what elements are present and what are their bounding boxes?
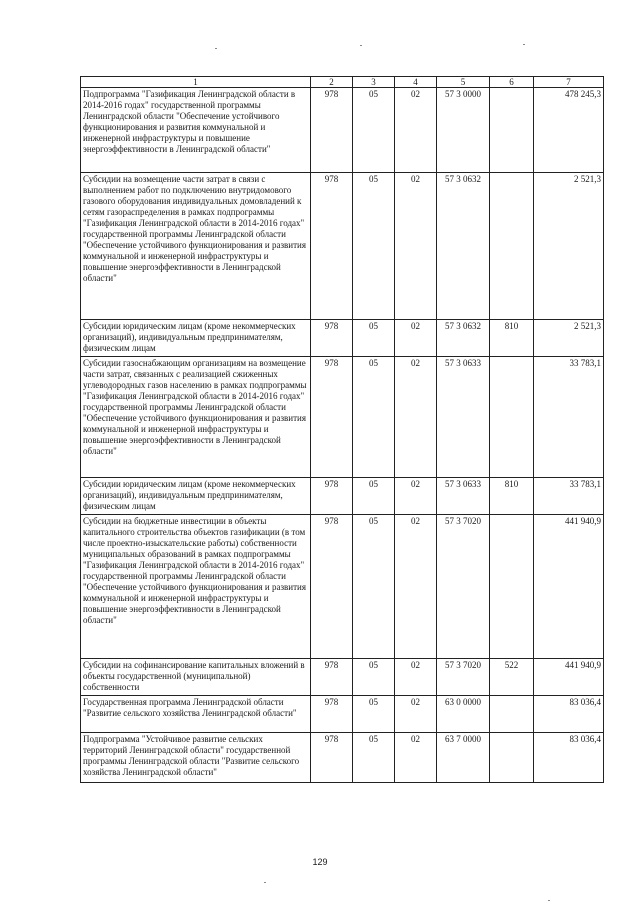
- table-row: [81, 515, 604, 659]
- header-col-2: 2: [311, 77, 353, 88]
- row-expense-type: [490, 173, 534, 320]
- table-row: [81, 696, 604, 733]
- header-col-3: 3: [353, 77, 395, 88]
- row-expense-type: 810: [490, 478, 534, 515]
- row-subsection: 02: [395, 515, 437, 659]
- header-row: [81, 77, 604, 88]
- row-section: 05: [353, 320, 395, 357]
- row-expense-type: [490, 733, 534, 783]
- row-grbs: 978: [311, 357, 353, 478]
- row-grbs: 978: [311, 733, 353, 783]
- row-name: Субсидии на бюджетные инвестиции в объекты капитального строительства объектов газификации (в том числе проектно-изыскательские работы) собственности муниципальных образований в рамках подпрограммы "Газификация Ленинградской области в 2014-2016 годах" государственной программы Ленинградской области "Обеспечение устойчивого функционирования и развития коммунальной и инженерной инфраструктуры и повышение энергоэффективности в Ленинградской области": [81, 515, 311, 659]
- row-sum: 478 245,3: [534, 88, 604, 173]
- row-section: 05: [353, 515, 395, 659]
- row-expense-type: 810: [490, 320, 534, 357]
- row-name: Субсидии юридическим лицам (кроме некоммерческих организаций), индивидуальным предпринимателям, физическим лицам: [81, 320, 311, 357]
- page-number: 129: [312, 857, 328, 867]
- row-target-article: 63 0 0000: [437, 696, 490, 733]
- scan-speck: [360, 45, 362, 46]
- table-row: [81, 173, 604, 320]
- row-section: 05: [353, 173, 395, 320]
- row-subsection: 02: [395, 357, 437, 478]
- row-sum: 83 036,4: [534, 733, 604, 783]
- row-target-article: 57 3 7020: [437, 659, 490, 696]
- row-sum: 83 036,4: [534, 696, 604, 733]
- row-expense-type: [490, 696, 534, 733]
- row-section: 05: [353, 659, 395, 696]
- row-grbs: 978: [311, 659, 353, 696]
- row-grbs: 978: [311, 478, 353, 515]
- scan-speck: [264, 882, 266, 883]
- header-col-5: 5: [437, 77, 490, 88]
- row-target-article: 57 3 0000: [437, 88, 490, 173]
- header-col-4: 4: [395, 77, 437, 88]
- table-row: [81, 733, 604, 783]
- row-target-article: 57 3 0632: [437, 320, 490, 357]
- row-subsection: 02: [395, 320, 437, 357]
- row-section: 05: [353, 696, 395, 733]
- row-grbs: 978: [311, 173, 353, 320]
- row-section: 05: [353, 478, 395, 515]
- row-section: 05: [353, 88, 395, 173]
- row-expense-type: 522: [490, 659, 534, 696]
- row-grbs: 978: [311, 515, 353, 659]
- row-name: Подпрограмма "Газификация Ленинградской области в 2014-2016 годах" государственной программы Ленинградской области "Обеспечение устойчивого функционирования и развития коммунальной и инженерной инфраструктуры и повышение энергоэффективности в Ленинградской области": [81, 88, 311, 173]
- row-section: 05: [353, 733, 395, 783]
- row-grbs: 978: [311, 696, 353, 733]
- row-sum: 2 521,3: [534, 320, 604, 357]
- row-section: 05: [353, 357, 395, 478]
- row-subsection: 02: [395, 173, 437, 320]
- row-sum: 33 783,1: [534, 357, 604, 478]
- scan-speck: [548, 900, 550, 901]
- row-name: Государственная программа Ленинградской области "Развитие сельского хозяйства Ленинградской области": [81, 696, 311, 733]
- row-expense-type: [490, 357, 534, 478]
- row-target-article: 57 3 0633: [437, 357, 490, 478]
- table-row: [81, 357, 604, 478]
- row-name: Субсидии на софинансирование капитальных вложений в объекты государственной (муниципальной) собственности: [81, 659, 311, 696]
- row-sum: 441 940,9: [534, 515, 604, 659]
- header-col-6: 6: [490, 77, 534, 88]
- row-target-article: 63 7 0000: [437, 733, 490, 783]
- budget-table: [80, 76, 604, 783]
- row-grbs: 978: [311, 88, 353, 173]
- row-name: Подпрограмма "Устойчивое развитие сельских территорий Ленинградской области" государственной программы Ленинградской области "Развитие сельского хозяйства Ленинградской области": [81, 733, 311, 783]
- row-name: Субсидии на возмещение части затрат в связи с выполнением работ по подключению внутридомового газового оборудования индивидуальных домовладений к сетям газораспределения в рамках подпрограммы "Газификация Ленинградской области в 2014-2016 годах" государственной программы Ленинградской области "Обеспечение устойчивого функционирования и развития коммунальной и инженерной инфраструктуры и повышение энергоэффективности в Ленинградской области": [81, 173, 311, 320]
- row-name: Субсидии юридическим лицам (кроме некоммерческих организаций), индивидуальным предпринимателям, физическим лицам: [81, 478, 311, 515]
- table-row: [81, 659, 604, 696]
- row-expense-type: [490, 88, 534, 173]
- header-col-7: 7: [534, 77, 604, 88]
- row-sum: 441 940,9: [534, 659, 604, 696]
- table-row: [81, 320, 604, 357]
- row-target-article: 57 3 7020: [437, 515, 490, 659]
- row-target-article: 57 3 0633: [437, 478, 490, 515]
- row-subsection: 02: [395, 733, 437, 783]
- row-subsection: 02: [395, 478, 437, 515]
- row-name: Субсидии газоснабжающим организациям на возмещение части затрат, связанных с реализацией сжиженных углеводородных газов населению в рамках подпрограммы "Газификация Ленинградской области в 2014-2016 годах" государственной программы Ленинградской области "Обеспечение устойчивого функционирования и развития коммунальной и инженерной инфраструктуры и повышение энергоэффективности в Ленинградской области": [81, 357, 311, 478]
- row-sum: 2 521,3: [534, 173, 604, 320]
- row-target-article: 57 3 0632: [437, 173, 490, 320]
- table-row: [81, 88, 604, 173]
- row-subsection: 02: [395, 696, 437, 733]
- row-subsection: 02: [395, 659, 437, 696]
- scan-speck: [523, 44, 525, 45]
- row-sum: 33 783,1: [534, 478, 604, 515]
- row-subsection: 02: [395, 88, 437, 173]
- row-grbs: 978: [311, 320, 353, 357]
- scan-speck: [215, 48, 217, 49]
- table-row: [81, 478, 604, 515]
- row-expense-type: [490, 515, 534, 659]
- header-col-1: 1: [81, 77, 311, 88]
